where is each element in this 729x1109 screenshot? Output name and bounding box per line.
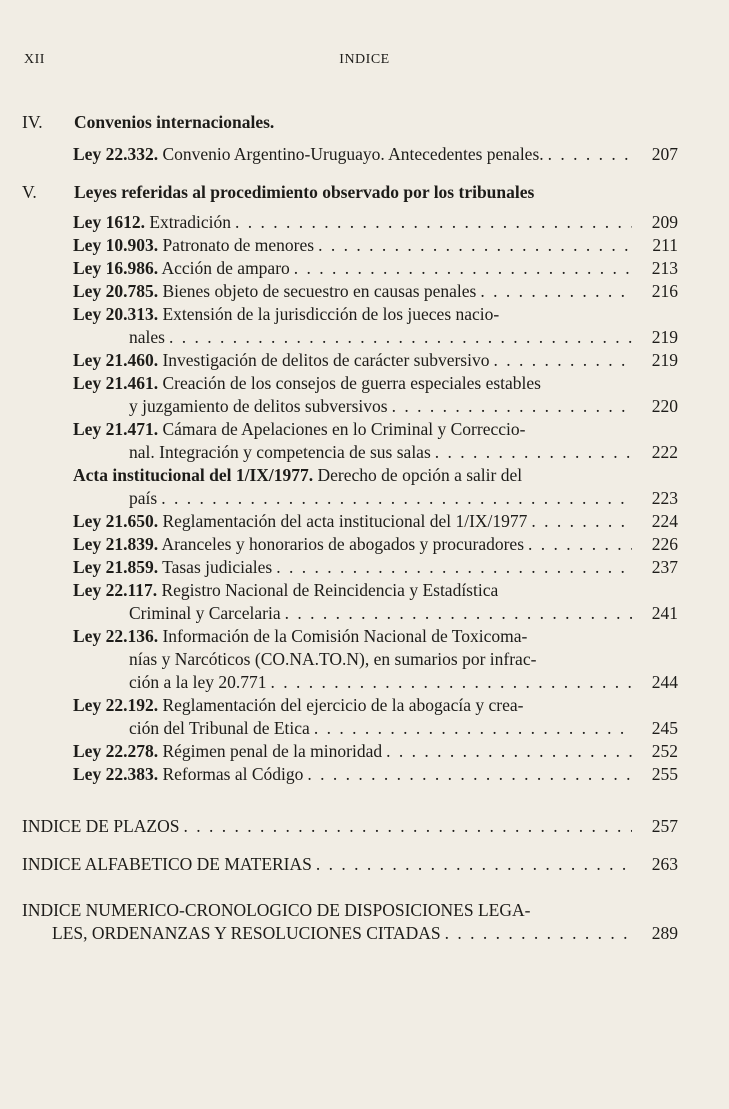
law-reference: Ley 10.903. xyxy=(73,235,159,255)
dot-leader xyxy=(161,487,632,510)
section-numeral: IV. xyxy=(22,112,43,132)
index-entry xyxy=(22,815,678,838)
toc-entry xyxy=(73,464,678,510)
law-reference: Ley 21.471. xyxy=(73,419,159,439)
entry-line xyxy=(73,533,678,556)
entry-text: nales xyxy=(129,327,165,347)
entry-text: Régimen penal de la minoridad xyxy=(162,741,383,761)
dot-leader xyxy=(528,533,632,556)
entry-text: INDICE NUMERICO-CRONOLOGICO DE DISPOSICIONES LEGA- xyxy=(22,900,531,920)
entry-text: Creación de los consejos de guerra especiales estables xyxy=(162,373,541,393)
entry-text: Cámara de Apelaciones en lo Criminal y Correccio- xyxy=(162,419,526,439)
entry-line xyxy=(73,487,678,510)
entry-text: Investigación de delitos de carácter subversivo xyxy=(162,350,490,370)
page-header xyxy=(24,52,705,72)
law-reference: Acta institucional del 1/IX/1977. xyxy=(73,465,314,485)
dot-leader xyxy=(235,211,632,234)
toc-entry xyxy=(73,556,678,579)
toc-entry xyxy=(73,625,678,694)
dot-leader xyxy=(493,349,632,372)
entry-text: nal. Integración y competencia de sus salas xyxy=(129,442,431,462)
law-reference: Ley 21.650. xyxy=(73,511,159,531)
index-entry xyxy=(22,899,678,945)
entry-line xyxy=(22,853,678,876)
entry-text: Aranceles y honorarios de abogados y procuradores xyxy=(161,534,525,554)
entry-line xyxy=(73,372,678,395)
entry-line xyxy=(73,349,678,372)
entry-text: Convenio Argentino-Uruguayo. Antecedentes penales. xyxy=(162,144,544,164)
entry-line xyxy=(73,602,678,625)
page-reference: 257 xyxy=(651,816,678,836)
toc-entry xyxy=(73,372,678,418)
section-title: Convenios internacionales. xyxy=(74,112,275,132)
entry-line xyxy=(73,556,678,579)
entry-line xyxy=(73,464,678,487)
entry-line xyxy=(22,899,678,922)
page-reference: 219 xyxy=(651,327,678,347)
law-reference: Ley 22.117. xyxy=(73,580,158,600)
toc-entry xyxy=(73,418,678,464)
dot-leader xyxy=(316,853,632,876)
entry-text: Acción de amparo xyxy=(161,258,290,278)
entry-text: LES, ORDENANZAS Y RESOLUCIONES CITADAS xyxy=(52,923,441,943)
entry-text: Información de la Comisión Nacional de Toxicoma- xyxy=(162,626,528,646)
entry-text: Reglamentación del ejercicio de la abogacía y crea- xyxy=(162,695,524,715)
dot-leader xyxy=(169,326,632,349)
toc-entry xyxy=(73,510,678,533)
law-reference: Ley 22.332. xyxy=(73,144,159,164)
dot-leader xyxy=(271,671,632,694)
page-reference: 241 xyxy=(651,603,678,623)
page-reference: 255 xyxy=(651,764,678,784)
entry-text: Tasas judiciales xyxy=(162,557,273,577)
page-reference: 244 xyxy=(651,672,678,692)
entry-text: Derecho de opción a salir del xyxy=(317,465,523,485)
entry-line xyxy=(73,625,678,648)
entry-line xyxy=(73,395,678,418)
dot-leader xyxy=(435,441,632,464)
law-reference: Ley 21.839. xyxy=(73,534,159,554)
law-reference: Ley 16.986. xyxy=(73,258,159,278)
law-reference: Ley 22.383. xyxy=(73,764,159,784)
page-reference: 207 xyxy=(651,144,678,164)
law-reference: Ley 22.278. xyxy=(73,741,159,761)
entry-text: nías y Narcóticos (CO.NA.TO.N), en sumarios por infrac- xyxy=(129,649,537,669)
entry-text: Extradición xyxy=(149,212,231,232)
toc-entry xyxy=(73,234,678,257)
page-reference: 223 xyxy=(651,488,678,508)
page-reference: 252 xyxy=(651,741,678,761)
entry-line xyxy=(73,257,678,280)
law-reference: Ley 20.785. xyxy=(73,281,159,301)
toc-entry xyxy=(73,257,678,280)
entry-line xyxy=(73,441,678,464)
page-reference: 224 xyxy=(651,511,678,531)
page-reference: 219 xyxy=(651,350,678,370)
entry-line xyxy=(73,694,678,717)
entry-text: Extensión de la jurisdicción de los jueces nacio- xyxy=(162,304,500,324)
page-reference: 216 xyxy=(651,281,678,301)
entry-line xyxy=(22,922,678,945)
entry-text: Reglamentación del acta institucional del 1/IX/1977 xyxy=(162,511,528,531)
dot-leader xyxy=(548,143,632,166)
entry-text: Patronato de menores xyxy=(162,235,315,255)
dot-leader xyxy=(531,510,632,533)
dot-leader xyxy=(480,280,632,303)
page-reference: 226 xyxy=(651,534,678,554)
toc-entry xyxy=(73,763,678,786)
entry-line xyxy=(73,280,678,303)
page-reference: 220 xyxy=(651,396,678,416)
page-reference: 211 xyxy=(652,235,678,255)
page-number: XII xyxy=(24,52,45,67)
dot-leader xyxy=(307,763,632,786)
entry-text: y juzgamiento de delitos subversivos xyxy=(129,396,388,416)
entry-line xyxy=(73,211,678,234)
dot-leader xyxy=(184,815,633,838)
entry-text: Registro Nacional de Reincidencia y Estadística xyxy=(161,580,499,600)
entry-line xyxy=(73,740,678,763)
section-numeral: V. xyxy=(22,182,37,202)
law-reference: Ley 21.461. xyxy=(73,373,159,393)
page-reference: 245 xyxy=(651,718,678,738)
entry-line xyxy=(73,717,678,740)
dot-leader xyxy=(285,602,632,625)
dot-leader xyxy=(392,395,632,418)
dot-leader xyxy=(294,257,632,280)
page-reference: 263 xyxy=(651,854,678,874)
law-reference: Ley 21.460. xyxy=(73,350,159,370)
running-title: INDICE xyxy=(339,52,390,67)
toc-entry xyxy=(73,211,678,234)
entry-text: INDICE ALFABETICO DE MATERIAS xyxy=(22,854,312,874)
entry-text: Criminal y Carcelaria xyxy=(129,603,281,623)
entry-line xyxy=(73,510,678,533)
entry-line xyxy=(73,326,678,349)
entry-line xyxy=(73,579,678,602)
entry-line xyxy=(73,143,678,166)
toc-entry xyxy=(73,280,678,303)
entry-text: INDICE DE PLAZOS xyxy=(22,816,180,836)
toc-entry xyxy=(73,303,678,349)
law-reference: Ley 22.136. xyxy=(73,626,159,646)
entry-line xyxy=(22,815,678,838)
law-reference: Ley 1612. xyxy=(73,212,145,232)
dot-leader xyxy=(276,556,632,579)
entry-text: Reformas al Código xyxy=(162,764,304,784)
index-entry xyxy=(22,853,678,876)
dot-leader xyxy=(386,740,632,763)
law-reference: Ley 20.313. xyxy=(73,304,159,324)
entry-text: país xyxy=(129,488,158,508)
section-title: Leyes referidas al procedimiento observado por los tribunales xyxy=(74,182,535,202)
page-reference: 289 xyxy=(651,923,678,943)
entry-text: ción a la ley 20.771 xyxy=(129,672,267,692)
law-reference: Ley 22.192. xyxy=(73,695,159,715)
page-reference: 222 xyxy=(651,442,678,462)
entry-line xyxy=(73,671,678,694)
dot-leader xyxy=(314,717,632,740)
entry-text: ción del Tribunal de Etica xyxy=(129,718,310,738)
law-reference: Ley 21.859. xyxy=(73,557,159,577)
toc-entry xyxy=(73,349,678,372)
page-reference: 213 xyxy=(651,258,678,278)
entry-line xyxy=(73,303,678,326)
entry-text: Bienes objeto de secuestro en causas penales xyxy=(162,281,477,301)
page-reference: 237 xyxy=(651,557,678,577)
page-reference: 209 xyxy=(651,212,678,232)
toc-entry xyxy=(73,740,678,763)
entry-line xyxy=(73,763,678,786)
entry-line xyxy=(73,234,678,257)
entry-line xyxy=(73,648,678,671)
toc-entry xyxy=(73,143,678,166)
dot-leader xyxy=(445,922,632,945)
dot-leader xyxy=(318,234,632,257)
entry-line xyxy=(73,418,678,441)
toc-entry xyxy=(73,694,678,740)
toc-entry xyxy=(73,579,678,625)
toc-entry xyxy=(73,533,678,556)
